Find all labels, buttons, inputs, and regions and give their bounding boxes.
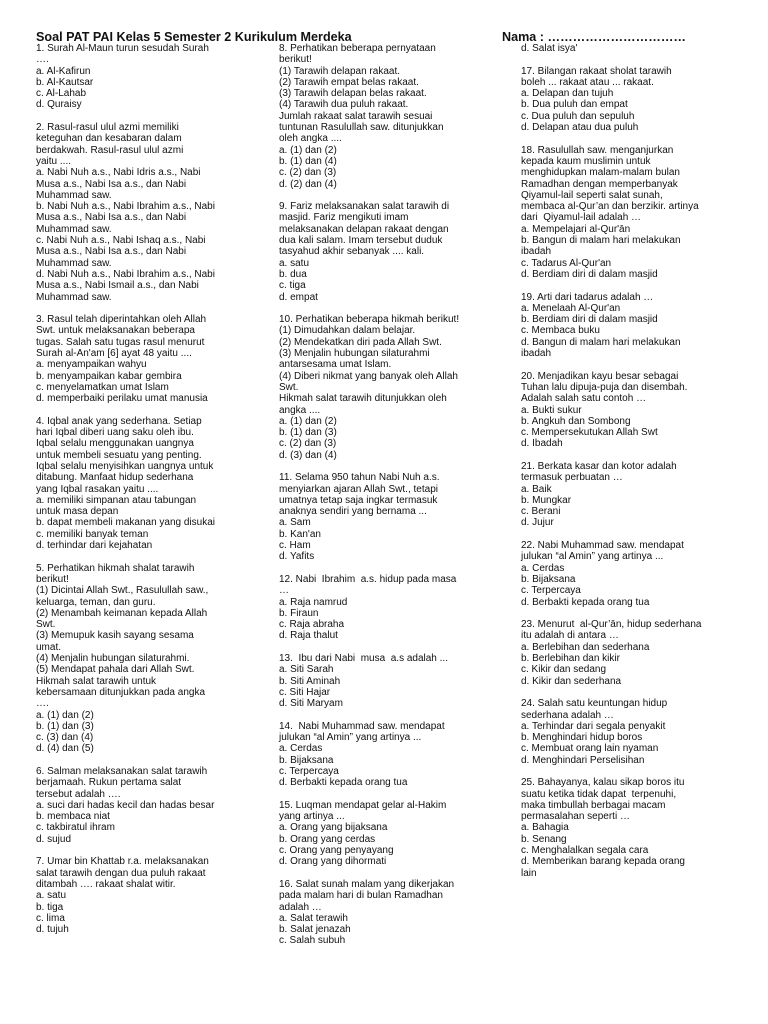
question-line: a. menyampaikan wahyu: [36, 359, 147, 371]
question-line: c. takbiratul ihram: [36, 822, 115, 834]
question-block: [36, 766, 268, 845]
question-line: d. (3) dan (4): [279, 449, 337, 461]
question-line: yang Iqbal rasakan yaitu ....: [36, 483, 159, 495]
question-line: tuntunan Rasulullah saw. ditunjukkan: [279, 122, 444, 134]
question-line: Hikmah salat tarawih untuk: [36, 675, 157, 687]
question-line: suatu ketika tidak dapat terpenuhi,: [521, 788, 677, 800]
question-line: d. Yafits: [279, 551, 315, 563]
question-line: a. Bukti sukur: [521, 404, 582, 416]
question-line: 12. Nabi Ibrahim a.s. hidup pada masa: [279, 573, 457, 585]
question-line: 25. Bahayanya, kalau sikap boros itu: [521, 777, 685, 789]
question-line: boleh ... rakaat atau ... rakaat.: [521, 76, 654, 88]
page-title: Soal PAT PAI Kelas 5 Semester 2 Kurikulum Merdeka: [36, 30, 352, 44]
question-line: c. Siti Hajar: [279, 686, 331, 698]
question-line: kebersamaan ditunjukkan pada angka: [36, 686, 206, 698]
question-line: Muhammad saw.: [36, 291, 112, 303]
question-line: …: [279, 585, 289, 597]
question-line: 6. Salman melaksanakan salat tarawih: [36, 766, 208, 777]
question-line: (4) Menjalin hubungan silaturahmi.: [36, 653, 190, 665]
question-line: (4) Diberi nikmat yang banyak oleh Allah: [279, 370, 458, 382]
question-line: menyiarkan ajaran Allah Swt., tetapi: [279, 483, 438, 495]
question-line: Swt.: [36, 619, 56, 631]
question-line: d. sujud: [36, 833, 72, 845]
question-line: a. Nabi Nuh a.s., Nabi Idris a.s., Nabi: [36, 167, 201, 179]
question-line: salat tarawih dengan dua puluh rakaat: [36, 867, 206, 879]
question-line: a. memiliki simpanan atau tabungan: [36, 494, 197, 506]
question-line: d. Orang yang dihormati: [279, 856, 387, 868]
question-line: untuk membeli sesuatu yang penting.: [36, 449, 202, 461]
question-line: b. Mungkar: [521, 494, 572, 506]
question-line: ditambah …. rakaat shalat witir.: [36, 878, 176, 890]
question-line: b. Dua puluh dan empat: [521, 99, 628, 111]
question-line: (1) Tarawih delapan rakaat.: [279, 65, 400, 77]
question-line: d. (2) dan (4): [279, 178, 337, 190]
question-line: Musa a.s., Nabi Isa a.s., dan Nabi: [36, 178, 187, 190]
question-line: a. Cerdas: [521, 562, 565, 574]
question-line: d. Siti Maryam: [279, 698, 343, 710]
question-line: 16. Salat sunah malam yang dikerjakan: [279, 878, 455, 890]
name-field-label: Nama : ……………………………: [502, 30, 687, 44]
question-line: d. Menghindari Perselisihan: [521, 754, 645, 766]
question-line: termasuk perbuatan …: [521, 472, 623, 484]
question-line: Qiyamul-lail seperti salat sunah,: [521, 189, 663, 201]
question-line: a. Menelaah Al-Qur'an: [521, 302, 621, 314]
question-line: berdakwah. Rasul-rasul ulul azmi: [36, 144, 184, 156]
question-line: 19. Arti dari tadarus adalah …: [521, 291, 654, 303]
column-1: [36, 43, 268, 947]
question-line: c. (2) dan (3): [279, 438, 337, 450]
question-line: adalah …: [279, 901, 322, 913]
question-line: c. Nabi Nuh a.s., Nabi Ishaq a.s., Nabi: [36, 235, 206, 247]
question-line: 23. Menurut al-Qur’ān, hidup sederhana: [521, 619, 702, 631]
question-line: a. Orang yang bijaksana: [279, 822, 388, 834]
question-line: b. (1) dan (4): [279, 155, 337, 167]
question-line: 2. Rasul-rasul ulul azmi memiliki: [36, 122, 179, 134]
question-line: c. Dua puluh dan sepuluh: [521, 110, 635, 122]
question-line: b. Salat jenazah: [279, 924, 351, 936]
question-line: d. terhindar dari kejahatan: [36, 540, 153, 552]
question-line: b. Kan'an: [279, 528, 321, 540]
question-line: a. Mempelajari al-Qur'ān: [521, 223, 631, 235]
question-line: (2) Mendekatkan diri pada Allah Swt.: [279, 336, 442, 348]
question-line: d. Quraisy: [36, 99, 82, 111]
question-line: 20. Menjadikan kayu besar sebagai: [521, 370, 679, 382]
question-line: (5) Mendapat pahala dari Allah Swt.: [36, 664, 195, 676]
question-line: a. suci dari hadas kecil dan hadas besar: [36, 799, 215, 811]
question-block: [36, 563, 268, 755]
question-block: [36, 122, 268, 303]
question-line: a. satu: [36, 890, 67, 902]
question-line: (1) Dicintai Allah Swt., Rasulullah saw.,: [36, 585, 209, 597]
question-line: b. Senang: [521, 833, 567, 845]
question-line: b. Bijaksana: [279, 754, 334, 766]
question-line: b. menyampaikan kabar gembira: [36, 370, 182, 382]
question-line: a. (1) dan (2): [36, 709, 94, 721]
column-3: [521, 43, 733, 890]
question-line: 7. Umar bin Khattab r.a. melaksanakan: [36, 856, 209, 868]
question-line: ibadah: [521, 348, 552, 360]
question-line: 5. Perhatikan hikmah shalat tarawih: [36, 562, 195, 574]
question-line: b. Bangun di malam hari melakukan: [521, 235, 681, 247]
question-line: c. Al-Lahab: [36, 88, 87, 100]
question-line: b. Berdiam diri di dalam masjid: [521, 314, 658, 326]
question-line: maka timbullah berbagai macam: [521, 799, 666, 811]
question-line: menghidupkan malam-malam bulan: [521, 167, 680, 179]
question-line: 13. Ibu dari Nabi musa a.s adalah ...: [279, 653, 448, 665]
question-line: d. tujuh: [36, 924, 69, 936]
question-line: d. (4) dan (5): [36, 743, 94, 755]
question-line: ….: [36, 54, 49, 66]
question-block: [521, 292, 733, 360]
question-line: angka ....: [279, 404, 321, 416]
question-line: keteguhan dan kesabaran dalam: [36, 133, 182, 145]
question-line: Musa a.s., Nabi Isa a.s., dan Nabi: [36, 246, 187, 258]
question-line: Musa a.s., Nabi Ismail a.s., dan Nabi: [36, 280, 199, 292]
question-line: oleh angka ....: [279, 133, 342, 145]
column-2: [279, 43, 505, 958]
question-line: d. empat: [279, 291, 318, 303]
question-line: a. Berlebihan dan sederhana: [521, 641, 650, 653]
question-line: d. Raja thalut: [279, 630, 338, 642]
question-line: 22. Nabi Muhammad saw. mendapat: [521, 540, 684, 552]
question-line: Ramadhan dengan memperbanyak: [521, 178, 678, 190]
question-block: [521, 777, 733, 879]
question-line: 14. Nabi Muhammad saw. mendapat: [279, 720, 445, 732]
question-line: a. (1) dan (2): [279, 415, 337, 427]
question-line: c. Kikir dan sedang: [521, 664, 607, 676]
question-line: c. Orang yang penyayang: [279, 845, 394, 857]
question-line: 9. Fariz melaksanakan salat tarawih di: [279, 201, 450, 213]
question-line: 8. Perhatikan beberapa pernyataan: [279, 43, 436, 54]
question-line: masjid. Fariz mengikuti imam: [279, 212, 409, 224]
question-line: a. Terhindar dari segala penyakit: [521, 720, 666, 732]
question-line: dua kali salam. Imam tersebut duduk: [279, 235, 443, 247]
question-line: itu adalah di antara …: [521, 630, 619, 642]
question-line: a. Cerdas: [279, 743, 323, 755]
question-block: [279, 43, 505, 190]
question-line: melaksanakan delapan rakaat dengan: [279, 223, 449, 235]
question-block: [521, 145, 733, 281]
question-block: [279, 653, 505, 709]
question-line: ditabung. Manfaat hidup sederhana: [36, 472, 194, 484]
question-line: umatnya tetap saja ingkar termasuk: [279, 494, 438, 506]
question-line: d. Jujur: [521, 517, 554, 529]
question-line: c. Membuat orang lain nyaman: [521, 743, 659, 755]
question-line: (4) Tarawih dua puluh rakaat.: [279, 99, 409, 111]
question-line: b. (1) dan (3): [279, 427, 337, 439]
question-line: membaca al-Qur’an dan berzikir. artinya: [521, 201, 699, 213]
question-line: 3. Rasul telah diperintahkan oleh Allah: [36, 314, 207, 326]
question-line: 11. Selama 950 tahun Nabi Nuh a.s.: [279, 472, 440, 484]
question-line: Surah al-An'am [6] ayat 48 yaitu ....: [36, 348, 192, 360]
question-line: 10. Perhatikan beberapa hikmah berikut!: [279, 314, 460, 326]
question-line: c. Terpercaya: [279, 766, 339, 777]
question-block: [36, 416, 268, 552]
question-line: (1) Dimudahkan dalam belajar.: [279, 325, 416, 337]
question-line: c. lima: [36, 912, 65, 924]
question-block: [36, 856, 268, 935]
question-line: kepada kaum muslimin untuk: [521, 155, 651, 167]
question-line: c. Ham: [279, 540, 311, 552]
question-line: a. (1) dan (2): [279, 144, 337, 156]
question-line: Muhammad saw.: [36, 223, 112, 235]
question-line: Iqbal selalu menyisihkan uangnya untuk: [36, 460, 214, 472]
question-line: 1. Surah Al-Maun turun sesudah Surah: [36, 43, 209, 54]
question-line: b. Angkuh dan Sombong: [521, 415, 631, 427]
question-line: tugas. Salah satu tugas rasul menurut: [36, 336, 205, 348]
question-line: c. Terpercaya: [521, 585, 581, 597]
question-line: tasyahud akhir sebanyak .... kali.: [279, 246, 425, 258]
question-line: ….: [36, 698, 49, 710]
question-line: julukan “al Amin” yang artinya ...: [521, 551, 664, 563]
question-line: b. Orang yang cerdas: [279, 833, 376, 845]
question-continuation: [521, 43, 733, 54]
question-line: c. Mempersekutukan Allah Swt: [521, 427, 658, 439]
question-line: keluarga, teman, dan guru.: [36, 596, 156, 608]
question-block: [36, 314, 268, 404]
question-line: c. Tadarus Al-Qur'an: [521, 257, 612, 269]
question-line: c. menyelamatkan umat Islam: [36, 381, 169, 393]
question-block: [521, 66, 733, 134]
question-line: 24. Salah satu keuntungan hidup: [521, 698, 668, 710]
question-line: Swt.: [279, 381, 299, 393]
question-line: a. Raja namrud: [279, 596, 348, 608]
question-line: a. Salat terawih: [279, 912, 348, 924]
question-line: dari Qiyamul-lail adalah …: [521, 212, 642, 224]
question-line: d. Berdiam diri di dalam masjid: [521, 268, 658, 280]
question-line: d. Kikir dan sederhana: [521, 675, 622, 687]
question-line: berikut!: [36, 573, 69, 585]
question-line: a. Bahagia: [521, 822, 569, 834]
question-line: (3) Menjalin hubungan silaturahmi: [279, 348, 430, 360]
question-line: b. Firaun: [279, 607, 319, 619]
question-line: b. tiga: [36, 901, 64, 913]
question-line: b. membaca niat: [36, 811, 110, 823]
question-line: berjamaah. Rukun pertama salat: [36, 777, 182, 789]
question-line: sederhana adalah …: [521, 709, 614, 721]
question-line: c. Membaca buku: [521, 325, 600, 337]
question-line: antarsesama umat Islam.: [279, 359, 392, 371]
question-line: yang artinya ...: [279, 811, 345, 823]
question-line: b. Nabi Nuh a.s., Nabi Ibrahim a.s., Nabi: [36, 201, 215, 213]
question-line: c. memiliki banyak teman: [36, 528, 149, 540]
question-line: d. Nabi Nuh a.s., Nabi Ibrahim a.s., Nabi: [36, 268, 215, 280]
question-line: berikut!: [279, 54, 312, 66]
question-line: ibadah: [521, 246, 552, 258]
question-line: Musa a.s., Nabi Isa a.s., dan Nabi: [36, 212, 187, 224]
question-line: b. Berlebihan dan kikir: [521, 653, 620, 665]
question-line: Muhammad saw.: [36, 189, 112, 201]
question-line: permasalahan seperti …: [521, 811, 630, 823]
question-line: a. Baik: [521, 483, 552, 495]
question-block: [279, 574, 505, 642]
question-line: Swt. untuk melaksanakan beberapa: [36, 325, 195, 337]
question-line: b. dua: [279, 268, 307, 280]
question-line: umat.: [36, 641, 62, 653]
question-line: c. Berani: [521, 506, 561, 518]
question-line: d. Ibadah: [521, 438, 563, 450]
question-line: 18. Rasulullah saw. menganjurkan: [521, 144, 674, 156]
question-line: d. Berbakti kepada orang tua: [279, 777, 408, 789]
question-block: [521, 461, 733, 529]
question-line: 15. Luqman mendapat gelar al-Hakim: [279, 799, 447, 811]
question-block: [279, 201, 505, 303]
question-block: [279, 879, 505, 947]
question-line: untuk masa depan: [36, 506, 119, 518]
question-line: 4. Iqbal anak yang sederhana. Setiap: [36, 415, 202, 427]
question-block: [521, 698, 733, 766]
question-line: (3) Tarawih delapan belas rakaat.: [279, 88, 427, 100]
question-line: a. Al-Kafirun: [36, 65, 91, 77]
question-line: c. tiga: [279, 280, 306, 292]
question-line: b. Siti Aminah: [279, 675, 341, 687]
question-block: [521, 371, 733, 450]
question-line: d. Berbakti kepada orang tua: [521, 596, 650, 608]
question-block: [279, 721, 505, 789]
question-line: c. (3) dan (4): [36, 732, 94, 744]
question-line: c. (2) dan (3): [279, 167, 337, 179]
question-line: d. memperbaiki perilaku umat manusia: [36, 393, 208, 405]
question-line: yaitu ....: [36, 155, 72, 167]
question-line: pada malam hari di bulan Ramadhan: [279, 890, 443, 902]
question-line: 21. Berkata kasar dan kotor adalah: [521, 460, 677, 472]
question-line: b. Menghindari hidup boros: [521, 732, 643, 744]
question-block: [279, 314, 505, 461]
question-line: Adalah salah satu contoh …: [521, 393, 647, 405]
question-line: julukan “al Amin” yang artinya ...: [279, 732, 422, 744]
question-line: b. (1) dan (3): [36, 720, 94, 732]
question-line: d. Memberikan barang kepada orang: [521, 856, 685, 868]
question-line: a. Siti Sarah: [279, 664, 334, 676]
question-block: [279, 800, 505, 868]
question-line: Hikmah salat tarawih ditunjukkan oleh: [279, 393, 447, 405]
question-line: a. Delapan dan tujuh: [521, 88, 614, 100]
question-line: tersebut adalah ….: [36, 788, 121, 800]
question-line: Iqbal selalu menggunakan uangnya: [36, 438, 194, 450]
question-line: c. Menghalalkan segala cara: [521, 845, 649, 857]
question-line: d. Bangun di malam hari melakukan: [521, 336, 681, 348]
question-line: 17. Bilangan rakaat sholat tarawih: [521, 65, 672, 77]
question-line: b. Al-Kautsar: [36, 76, 94, 88]
question-line: b. dapat membeli makanan yang disukai: [36, 517, 215, 529]
question-block: [36, 43, 268, 111]
question-line: a. Sam: [279, 517, 311, 529]
question-line: (3) Memupuk kasih sayang sesama: [36, 630, 194, 642]
question-line: Tuhan lalu dipuja-puja dan disembah.: [521, 381, 688, 393]
question-line: c. Raja abraha: [279, 619, 345, 631]
question-block: [521, 619, 733, 687]
question-line: b. Bijaksana: [521, 573, 576, 585]
question-block: [521, 540, 733, 608]
question-line: (2) Menambah keimanan kepada Allah: [36, 607, 208, 619]
answer-option: d. Salat isya': [521, 43, 578, 54]
question-line: anaknya sendiri yang bernama ...: [279, 506, 427, 518]
question-line: (2) Tarawih empat belas rakaat.: [279, 76, 419, 88]
question-line: d. Delapan atau dua puluh: [521, 122, 639, 134]
question-line: a. satu: [279, 257, 310, 269]
question-line: Jumlah rakaat salat tarawih sesuai: [279, 110, 433, 122]
question-line: c. Salah subuh: [279, 935, 346, 947]
question-line: Muhammad saw.: [36, 257, 112, 269]
question-line: lain: [521, 867, 537, 879]
question-block: [279, 472, 505, 562]
question-line: hari Iqbal diberi uang saku oleh ibu.: [36, 427, 194, 439]
